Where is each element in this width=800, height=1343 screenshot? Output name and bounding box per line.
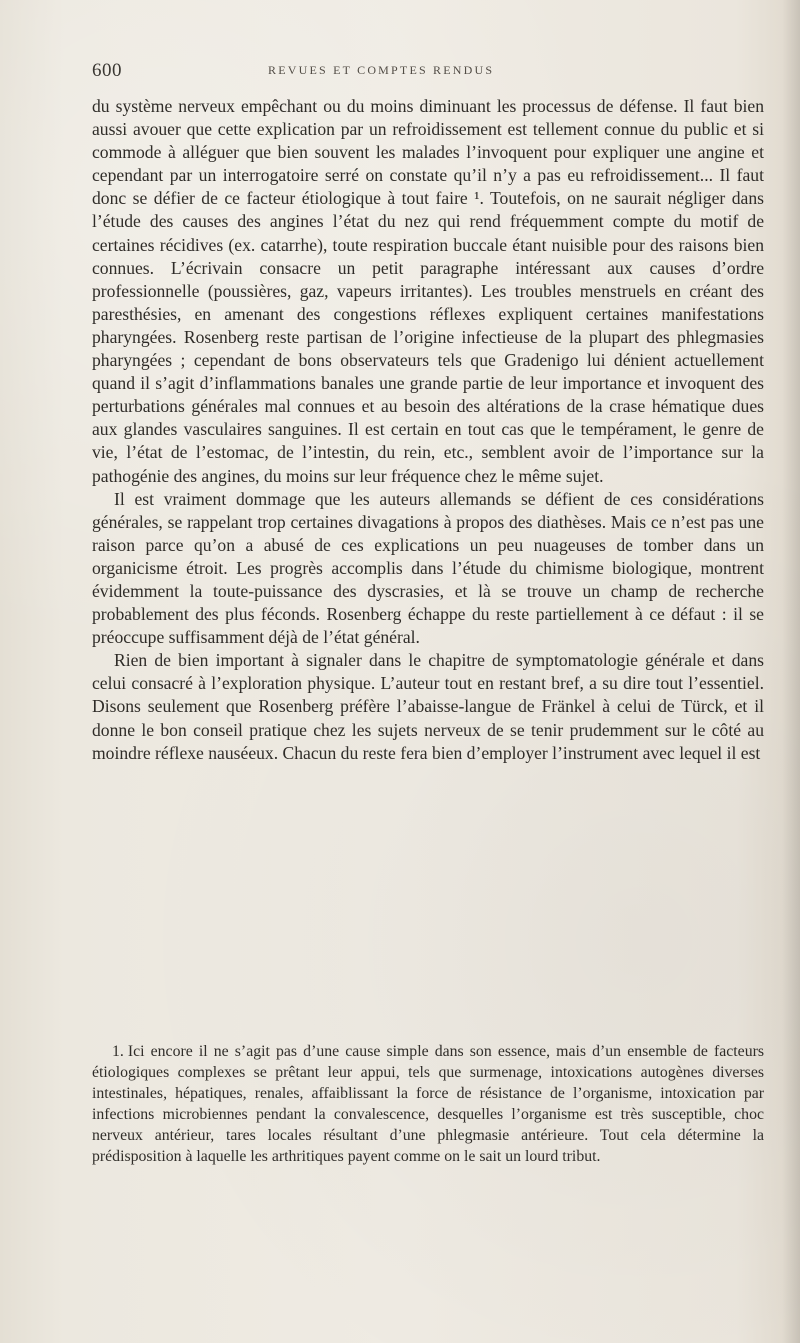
footnote-1 [92,1042,764,1167]
page-number: 600 [92,60,122,81]
footnote-marker: 1. [112,1043,124,1060]
main-text [92,95,764,765]
paragraph-1: du système nerveux empêchant ou du moins diminuant les processus de défense. Il faut bien aussi avouer que cette explication par un refroidissement est tellement connue du public et si commode à alléguer que bien souvent les malades l’invoquent pour expliquer une angine et cependant par un interrogatoire serré on constate qu’il n’y a pas eu refroidissement... Il faut donc se défier de ce facteur étiologique à tout faire ¹. Toutefois, on ne saurait négliger dans l’étude des causes des angines l’état du nez qui rend fréquemment compte du motif de certaines récidives (ex. catarrhe), toute respiration buccale étant nuisible pour des raisons bien connues. L’écrivain consacre un petit paragraphe intéressant aux causes d’ordre professionnelle (poussières, gaz, vapeurs irritantes). Les troubles menstruels en créant des paresthésies, en amenant des congestions réflexes expliquent certaines manifestations pharyngées. Rosenberg reste partisan de l’origine infectieuse de la plupart des phlegmasies pharyngées ; cependant de bons observateurs tels que Gradenigo lui dénient actuellement quand il s’agit d’inflammations banales une grande partie de leur importance et invoquent des perturbations générales mal connues et au besoin des altérations de la crase hématique dues aux glandes vasculaires sanguines. Il est certain en tout cas que le tempérament, le genre de vie, l’état de l’estomac, de l’intestin, du rein, etc., semblent avoir de l’importance sur la pathogénie des angines, du moins sur leur fréquence chez le même sujet. [92,96,764,486]
running-title: REVUES ET COMPTES RENDUS [268,63,495,77]
footnote-text: Ici encore il ne s’agit pas d’une cause simple dans son essence, mais d’un ensemble de facteurs étiologiques complexes se prêtant leur appui, tels que surmenage, intoxications autogènes diverses intestinales, hépatiques, renales, affaiblissant la force de résistance de l’organisme, intoxication par infections microbiennes pendant la convalescence, desquelles l’organisme est très susceptible, choc nerveux antérieur, tares locales résultant d’une phlegmasie antérieure. Tout cela détermine la prédisposition à laquelle les arthritiques payent comme on le sait un lourd tribut. [92,1043,764,1165]
page-header [92,60,752,84]
footnotes [92,1042,764,1167]
paragraph-3: Rien de bien important à signaler dans le chapitre de symptomatologie générale et dans celui consacré à l’exploration physique. L’auteur tout en restant bref, a su dire tout l’essentiel. Disons seulement que Rosenberg préfère l’abaisse-langue de Fränkel à celui de Türck, et il donne le bon conseil pratique chez les sujets nerveux de se tenir prudemment sur le côté au moindre réflexe nauséeux. Chacun du reste fera bien d’employer l’instrument avec lequel il est [92,650,764,763]
paragraph-2: Il est vraiment dommage que les auteurs allemands se défient de ces considérations générales, se rappelant trop certaines divagations à propos des diathèses. Mais ce n’est pas une raison parce qu’on a abusé de ces explications un peu nuageuses de tomber dans un organicisme étroit. Les progrès accomplis dans l’étude du chimisme biologique, montrent évidemment la toute-puissance des dyscrasies, et là se trouve un champ de recherche probablement des plus féconds. Rosenberg échappe du reste partiellement à ce défaut : il se préoccupe suffisamment déjà de l’état général. [92,488,764,648]
page-edge-shadow [782,0,800,1343]
